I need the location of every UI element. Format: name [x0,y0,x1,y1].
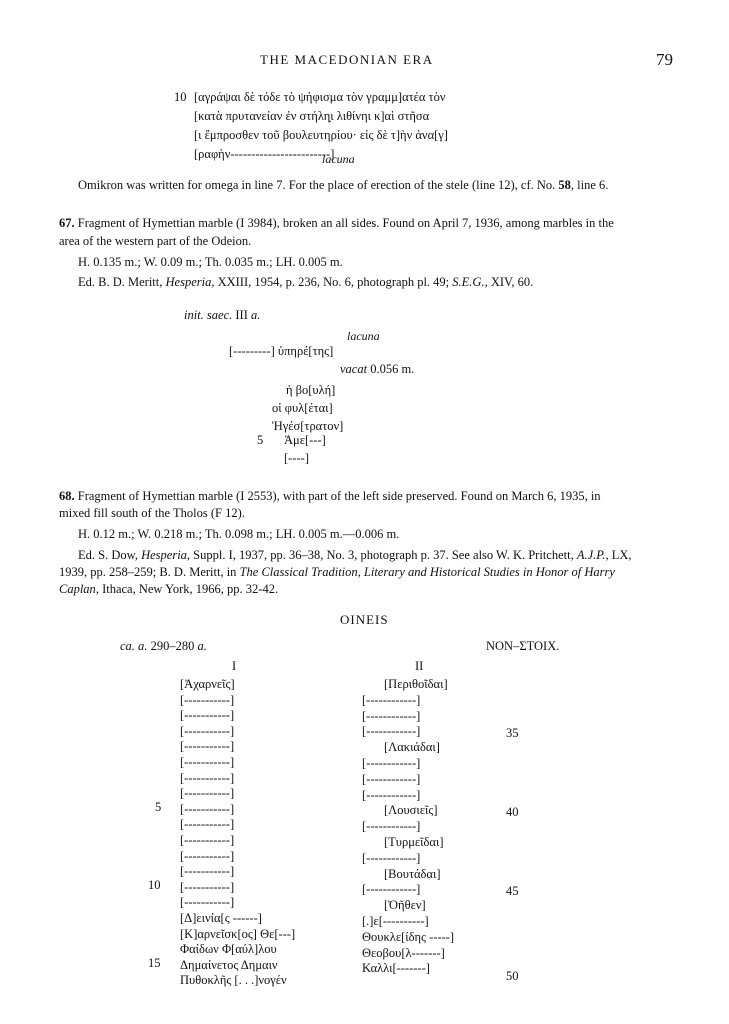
column-1-line: [‑‑‑‑‑‑‑‑‑‑‑] [180,817,235,832]
entry-67-lacuna: lacuna [347,329,380,343]
column-2-line-number: 45 [506,884,519,899]
omikron-note: Omikron was written for omega in line 7. For the place of erection of the stele (line 12), cf. No. 58, line 6. [78,178,609,192]
column-1-line: [‑‑‑‑‑‑‑‑‑‑‑] [180,770,235,785]
column-2-line: [‑‑‑‑‑‑‑‑‑‑‑‑] [362,787,421,802]
entry-67-description-cont: area of the western part of the Odeion. [59,234,252,248]
column-1-line-number: 10 [148,878,161,893]
entry-68-description: 68. Fragment of Hymettian marble (I 2553), with part of the left side preserved. Found on March 6, 1935, in [59,489,601,503]
entry-67-line: [‑‑‑‑] [284,451,309,465]
column-1-line: [‑‑‑‑‑‑‑‑‑‑‑] [180,895,235,910]
column-1-line-number: 5 [155,800,162,815]
column-1-line: [‑‑‑‑‑‑‑‑‑‑‑] [180,786,235,801]
column-2-line: [‑‑‑‑‑‑‑‑‑‑‑‑] [362,692,421,707]
column-2-line-number: 40 [506,805,519,820]
entry-68-dimensions: H. 0.12 m.; W. 0.218 m.; Th. 0.098 m.; LH. 0.005 m.—0.006 m. [78,527,400,541]
column-header-2: II [415,659,424,673]
entry-67-date: init. saec. III a. [184,308,261,322]
column-1-line-number: 15 [148,956,161,971]
column-2-line: [Βουτάδαι] [384,866,441,881]
column-2-line: [Ὀῆθεν] [384,898,426,913]
column-2-line: [Λακιάδαι] [384,740,440,755]
entry-67-number: 67. [59,216,75,230]
column-2-line: Καλλι[‑‑‑‑‑‑‑] [362,961,430,976]
column-header-1: I [232,659,237,673]
column-1-line: [‑‑‑‑‑‑‑‑‑‑‑] [180,723,235,738]
entry-67-vacat: vacat 0.056 m. [340,362,415,376]
column-2-line: [Λουσιεῖς] [384,803,438,818]
column-1-line: [Δ]εινία[ς ‑‑‑‑‑‑] [180,911,262,925]
entry-67-edition: Ed. B. D. Meritt, Hesperia, XXIII, 1954, p. 236, No. 6, photograph pl. 49; S.E.G., XIV, 60. [78,275,534,289]
inscription-line-number: 10 [174,90,187,104]
column-1-line: [‑‑‑‑‑‑‑‑‑‑‑] [180,739,235,754]
column-1-line: [Ἀχαρνεῖς] [180,677,235,691]
entry-67-line: οἱ φυλ[έται] [272,401,333,415]
column-2-line-number: 50 [506,969,519,984]
entry-67-line: Ἡγέσ[τρατον] [272,419,344,433]
entry-67-line-number: 5 [257,433,264,447]
entry-67-description: 67. Fragment of Hymettian marble (I 3984), broken an all sides. Found on April 7, 1936, among marbles in the [59,216,614,230]
column-1-line: [‑‑‑‑‑‑‑‑‑‑‑] [180,755,235,769]
entry-67-line: Ἀμε[‑‑‑] [284,433,326,447]
non-stoich-label: NON–ΣΤΟΙΧ. [486,639,560,653]
inscription-line: [κατὰ πρυτανείαν ἐν στήλη̣ι λιθίνηι κ]αὶ στῆσα [194,109,430,123]
column-2-line: Θεοβου[λ‑‑‑‑‑‑‑] [362,945,445,960]
column-2-line: [‑‑‑‑‑‑‑‑‑‑‑‑] [362,850,421,865]
oineis-date: ca. a. 290–280 a. [120,639,207,653]
column-1-line: [‑‑‑‑‑‑‑‑‑‑‑] [180,879,235,894]
column-1-line: Φαίδων Φ[αύλ]λου [180,942,277,957]
column-2-line: [‑‑‑‑‑‑‑‑‑‑‑‑] [362,708,421,723]
column-1-line: [‑‑‑‑‑‑‑‑‑‑‑] [180,692,235,707]
column-1-line: [‑‑‑‑‑‑‑‑‑‑‑] [180,833,235,847]
column-1-line: Δημαίνετος Δημαιν [180,957,278,972]
entry-68-edition-cont: Caplan, Ithaca, New York, 1966, pp. 32‑42. [59,582,279,596]
column-2-line: [‑‑‑‑‑‑‑‑‑‑‑‑] [362,882,421,897]
column-2-line: [‑‑‑‑‑‑‑‑‑‑‑‑] [362,724,421,739]
entry-68-edition: Ed. S. Dow, Hesperia, Suppl. I, 1937, pp. 36–38, No. 3, photograph p. 37. See also W. K. Pritchett, A.J.P., LX, [78,548,632,562]
entry-67-line: ἡ βο[υλή] [286,383,336,397]
column-2-line: [Τυρμεῖδαι] [384,835,444,849]
column-2-line: Θουκλε[ίδης ‑‑‑‑‑] [362,929,455,944]
column-2-line: [.]ε[‑‑‑‑‑‑‑‑‑‑] [362,914,429,928]
column-1-line: [‑‑‑‑‑‑‑‑‑‑‑] [180,801,235,816]
column-1-line: [‑‑‑‑‑‑‑‑‑‑‑] [180,864,235,879]
column-2-line: [‑‑‑‑‑‑‑‑‑‑‑‑] [362,819,421,834]
section-title: OINEIS [340,612,389,627]
column-2-line-number: 35 [506,726,519,741]
column-1-line: [Κ]αρνεῖσκ[ος] Θε[‑‑‑] [180,926,296,941]
column-1-line: [‑‑‑‑‑‑‑‑‑‑‑] [180,848,235,863]
column-1-line: Πυθοκλῆς [. . .]νογέν [180,973,287,988]
entry-68-description-cont: mixed fill south of the Tholos (F 12). [59,506,245,520]
page-number: 79 [656,50,673,69]
column-2-line: [‑‑‑‑‑‑‑‑‑‑‑‑] [362,771,421,786]
inscription-line: [ραφὴν‑‑‑‑‑‑‑‑‑‑‑‑‑‑‑‑‑‑‑‑‑‑‑‑] [194,147,335,161]
running-title: THE MACEDONIAN ERA [260,52,434,67]
inscription-line: [αγράψαι δὲ τόδε τὸ ψήφισμα τὸν γραμμ]ατέα τὸν [194,90,446,104]
column-2-line: [Περιθοῖδαι] [384,677,448,691]
inscription-line: [ι ἔμπροσθεν τοῦ βουλευτηρίου· εἰς δὲ τ]ὴν ἀνα[γ] [194,128,448,142]
column-2-line: [‑‑‑‑‑‑‑‑‑‑‑‑] [362,756,421,770]
entry-68-edition-cont: 1939, pp. 258–259; B. D. Meritt, in The Classical Tradition, Literary and Historical Studies in Honor of Harry [59,565,615,579]
entry-67-line-1: [‑‑‑‑‑‑‑‑‑] ὑπηρέ[της] [229,344,334,358]
entry-67-dimensions: H. 0.135 m.; W. 0.09 m.; Th. 0.035 m.; LH. 0.005 m. [78,255,343,269]
lacuna-label: lacuna [322,152,355,166]
entry-68-number: 68. [59,489,75,503]
column-1-line: [‑‑‑‑‑‑‑‑‑‑‑] [180,708,235,723]
